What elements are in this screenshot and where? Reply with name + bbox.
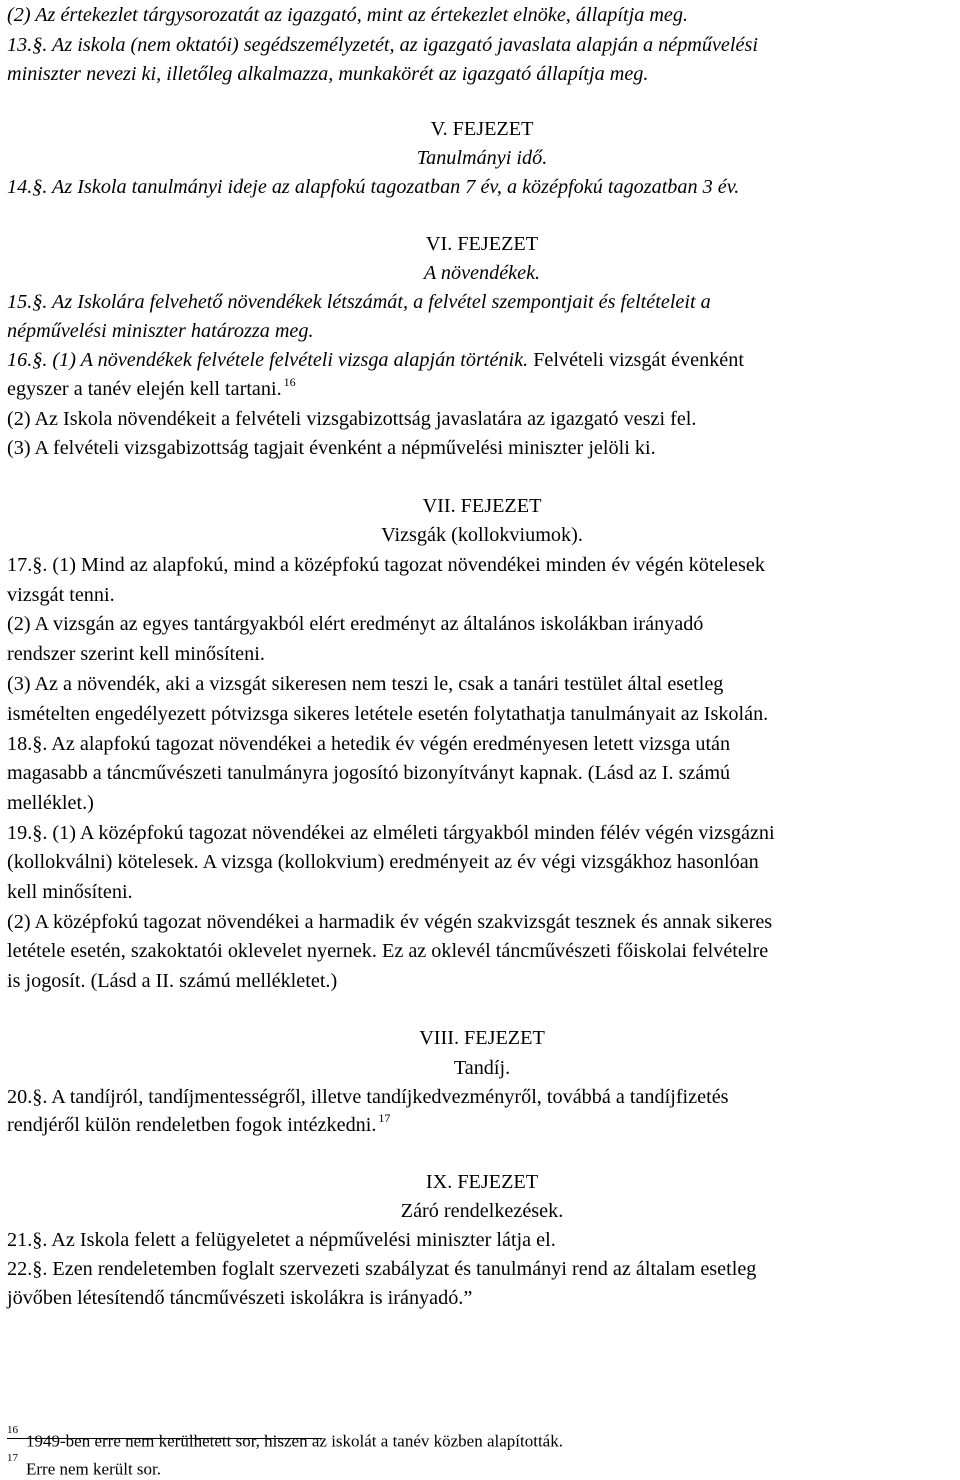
footnote-text: 1949-ben erre nem kerülhetett sor, hiszen az iskolát a tanév közben alapították. — [26, 1431, 563, 1451]
chapter-subtitle: A növendékek. — [423, 262, 541, 284]
paragraph-line: ismételten engedélyezett pótvizsga sikeres letétele esetén folytathatja tanulmányait az Iskolán. — [7, 703, 769, 725]
paragraph-line: jövőben létesítendő táncművészeti iskolákra is irányadó.” — [7, 1287, 473, 1309]
paragraph-line: kell minősíteni. — [7, 881, 133, 903]
paragraph-line: 18.§. Az alapfokú tagozat növendékei a hetedik év végén eredményesen letett vizsga után — [7, 733, 731, 755]
footnote-reference[interactable]: 16 — [283, 375, 296, 389]
paragraph-line: 17.§. (1) Mind az alapfokú, mind a középfokú tagozat növendékei minden év végén kötelesek — [7, 554, 765, 576]
paragraph-line: 14.§. Az Iskola tanulmányi ideje az alapfokú tagozatban 7 év, a középfokú tagozatban 3 év. — [7, 176, 740, 198]
paragraph-line: 20.§. A tandíjról, tandíjmentességről, illetve tandíjkedvezményről, továbbá a tandíjfizetés — [7, 1086, 729, 1108]
paragraph-line: (2) Az értekezlet tárgysorozatát az igazgató, mint az értekezlet elnöke, állapítja meg. — [7, 4, 689, 26]
paragraph-line — [7, 377, 296, 403]
paragraph-line: 13.§. Az iskola (nem oktatói) segédszemélyzetét, az igazgató javaslata alapján a népművelési — [7, 34, 758, 56]
footnote-number: 17 — [7, 1452, 18, 1464]
paragraph-line: (kollokválni) kötelesek. A vizsga (kollokvium) eredményeit az év végi vizsgákhoz hasonlóan — [7, 851, 759, 873]
paragraph-line-upright: Felvételi vizsgát évenként — [528, 349, 744, 371]
paragraph-line: 19.§. (1) A középfokú tagozat növendékei az elméleti tárgyakból minden félév végén vizsgázni — [7, 822, 775, 844]
paragraph-line — [7, 1113, 390, 1139]
paragraph-line: letétele esetén, szakoktatói oklevelet nyernek. Ez az oklevél táncművészeti főiskolai felvételre — [7, 940, 769, 962]
paragraph-line: (2) A középfokú tagozat növendékei a harmadik év végén szakvizsgát tesznek és annak sikeres — [7, 911, 773, 933]
paragraph-line: melléklet.) — [7, 792, 94, 814]
chapter-subtitle: Tandíj. — [453, 1057, 511, 1079]
paragraph-line: (3) Az a növendék, aki a vizsgát sikeresen nem teszi le, csak a tanári testület által esetleg — [7, 673, 724, 695]
chapter-title: V. FEJEZET — [430, 118, 534, 140]
paragraph-line: (3) A felvételi vizsgabizottság tagjait évenként a népművelési miniszter jelöli ki. — [7, 437, 656, 459]
paragraph-line: miniszter nevezi ki, illetőleg alkalmazza, munkakörét az igazgató állapítja meg. — [7, 63, 649, 85]
chapter-title: VIII. FEJEZET — [419, 1027, 545, 1049]
paragraph-line: népművelési miniszter határozza meg. — [7, 320, 314, 342]
footnote-reference[interactable]: 17 — [378, 1111, 391, 1125]
footnote — [7, 1424, 563, 1452]
paragraph-line: (2) A vizsgán az egyes tantárgyakból elért eredményt az általános iskolákban irányadó — [7, 613, 704, 635]
chapter-title: VII. FEJEZET — [422, 495, 542, 517]
paragraph-line: vizsgát tenni. — [7, 584, 115, 606]
chapter-subtitle: Vizsgák (kollokviumok). — [381, 524, 583, 546]
paragraph-line: 21.§. Az Iskola felett a felügyeletet a népművelési miniszter látja el. — [7, 1229, 556, 1251]
footnote-text: Erre nem került sor. — [26, 1459, 162, 1479]
paragraph-line: magasabb a táncművészeti tanulmányra jogosító bizonyítványt kapnak. (Lásd az I. számú — [7, 762, 731, 784]
chapter-title: VI. FEJEZET — [425, 233, 539, 255]
paragraph-line — [7, 348, 744, 372]
footnote-number: 16 — [7, 1424, 18, 1436]
paragraph-line: (2) Az Iskola növendékeit a felvételi vizsgabizottság javaslatára az igazgató veszi fel. — [7, 408, 697, 430]
paragraph-line: 15.§. Az Iskolára felvehető növendékek létszámát, a felvétel szempontjait és feltételeit a — [7, 291, 711, 313]
chapter-subtitle: Záró rendelkezések. — [400, 1200, 564, 1222]
paragraph-line: rendszer szerint kell minősíteni. — [7, 643, 265, 665]
chapter-title: IX. FEJEZET — [425, 1171, 539, 1193]
paragraph-line: is jogosít. (Lásd a II. számú mellékletet.) — [7, 970, 338, 992]
paragraph-line-italic: 16.§. (1) A növendékek felvétele felvételi vizsga alapján történik. — [7, 349, 529, 371]
footnote — [7, 1452, 162, 1480]
chapter-subtitle: Tanulmányi idő. — [416, 147, 548, 169]
paragraph-text: egyszer a tanév elején kell tartani. — [7, 378, 282, 400]
paragraph-text: rendjéről külön rendeletben fogok intézkedni. — [7, 1114, 377, 1136]
paragraph-line: 22.§. Ezen rendeletemben foglalt szervezeti szabályzat és tanulmányi rend az általam esetleg — [7, 1258, 757, 1280]
